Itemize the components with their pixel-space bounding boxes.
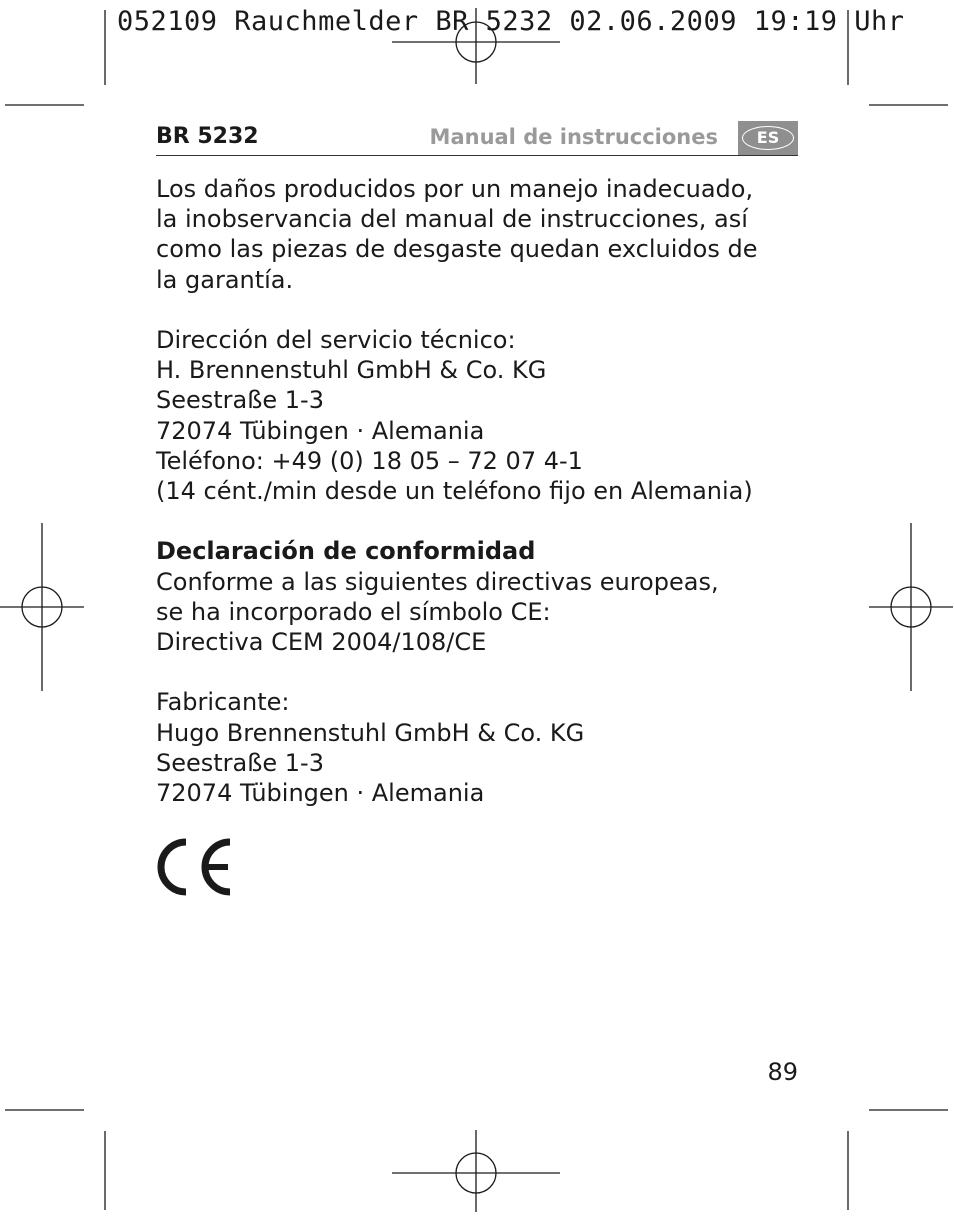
page-number: 89 [767,1058,798,1086]
service-phone-note: (14 cént./min desde un teléfono fijo en Alemania) [156,477,753,506]
warranty-line: la inobservancia del manual de instrucciones, así [156,205,748,234]
service-label: Dirección del servicio técnico: [156,326,516,354]
page-body [156,174,816,808]
conformity-line: se ha incorporado el símbolo CE: [156,597,551,626]
warranty-line: Los daños producidos por un manejo inadecuado, [156,175,754,203]
manufacturer-company: Hugo Brennenstuhl GmbH & Co. KG [156,718,585,747]
manufacturer-city: 72074 Tübingen · Alemania [156,779,485,808]
model-number: BR 5232 [156,124,259,149]
warranty-line: la garantía. [156,265,294,294]
conformity-line: Directiva CEM 2004/108/CE [156,628,487,657]
service-company: H. Brennenstuhl GmbH & Co. KG [156,356,547,385]
page-header [156,122,798,156]
conformity-line: Conforme a las siguientes directivas europeas, [156,567,719,596]
warranty-line: como las piezas de desgaste quedan excluidos de [156,235,758,264]
service-city: 72074 Tübingen · Alemania [156,416,485,445]
ce-mark-icon [154,838,234,896]
service-street: Seestraße 1-3 [156,386,324,415]
language-badge [738,121,798,155]
print-slug-line: 052109 Rauchmelder BR 5232 02.06.2009 19:19 Uhr [117,6,905,37]
language-code: ES [742,126,794,150]
service-phone: Teléfono: +49 (0) 18 05 – 72 07 4-1 [156,446,583,475]
manufacturer-label: Fabricante: [156,688,290,717]
manual-title: Manual de instrucciones [429,125,718,149]
manufacturer-street: Seestraße 1-3 [156,748,324,777]
conformity-heading: Declaración de conformidad [156,537,536,566]
